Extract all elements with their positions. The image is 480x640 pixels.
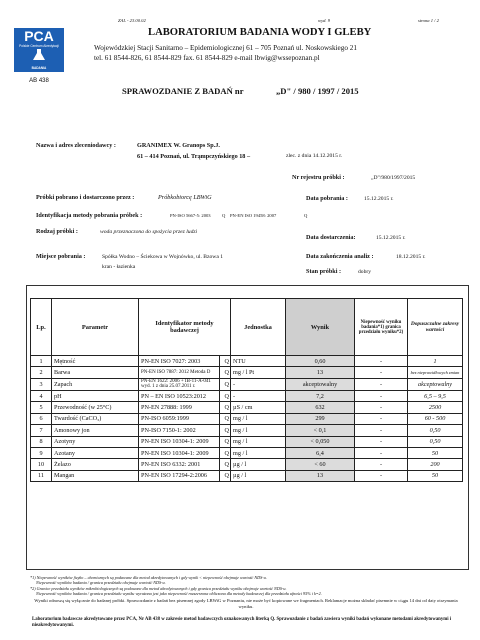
cell-lp: 8 (31, 436, 52, 447)
cell-result: 6,4 (286, 447, 355, 458)
method-q2: Q (304, 213, 308, 218)
cell-unit: µg / l (231, 459, 286, 470)
table-body (31, 356, 463, 482)
cell-result: < 0,050 (286, 436, 355, 447)
logo-sub: Polskie Centrum Akredytacji (19, 44, 59, 48)
header-uncertainty: Niepewność wyniku badania*1) granica przedziału wyniku*2) (355, 299, 408, 356)
header-unit: Jednostka (231, 299, 286, 356)
delivery-value: 15.12.2015 r. (376, 235, 406, 241)
footnote-1b: Niepewność wyników badania / granica przedziału obejmuje wartość NDS-u. (36, 580, 166, 586)
date-value: 15.12.2015 r. (364, 196, 394, 202)
cell-method: PN-EN ISO 17294-2:2006 (139, 470, 220, 481)
header-limit: Dopuszczalne zakresy wartości (408, 299, 463, 356)
header-result: Wynik (286, 299, 355, 356)
footnote-2b: Niepewność wyników badania / granica przedziału wyniku wyrażona jest jako niepewność rozszerzona obliczona dla metody badawczej dla przedziału ufności 95% i k=2. (36, 591, 322, 597)
state-value: dobry (358, 269, 372, 275)
taken-label: Próbki pobrano i dostarczono przez : (36, 194, 135, 201)
results-table (30, 298, 463, 482)
cell-accredited-q: Q (220, 413, 231, 424)
cell-limit: 50 (408, 470, 463, 481)
footnote-2: *2) Granice przedziału wyników mikrobiologicznych są podawane dla metod akredytowanych i gdy granica przedziału wyniku obejmuje wartość NDS-u. (30, 585, 287, 591)
cell-param: Amonowy jon (52, 425, 139, 436)
cell-accredited-q: Q (220, 470, 231, 481)
cell-method: PN-EN 27888: 1999 (139, 402, 220, 413)
method-value2: PN-EN ISO 19458: 2007 (230, 213, 277, 218)
table-row (31, 470, 463, 481)
method-q1: Q (222, 213, 226, 218)
logo-badania: BADANIA (31, 66, 47, 70)
cell-uncertainty: - (355, 436, 408, 447)
cell-accredited-q: Q (220, 436, 231, 447)
lab-contact: tel. 61 8544-826, 61 8544-829 fax. 61 8544-829 e-mail lbwig@wssepoznan.pl (94, 54, 320, 62)
cell-lp: 10 (31, 459, 52, 470)
cell-unit: - (231, 390, 286, 401)
cell-unit: mg / l (231, 436, 286, 447)
table-row (31, 436, 463, 447)
cell-limit: 0,50 (408, 425, 463, 436)
cell-limit: 1 (408, 356, 463, 367)
cell-uncertainty: - (355, 378, 408, 390)
table-row (31, 390, 463, 401)
flask-icon (32, 49, 46, 61)
cell-unit: µg / l (231, 470, 286, 481)
cell-method: PN-EN 1622: 2006 + IB-11-A-041 wyd. 1 z dnia 25.07.2011 r. (139, 378, 220, 390)
sample-reg-value: „D"/980/1997/2015 (371, 175, 416, 181)
kind-label: Rodzaj próbki : (36, 228, 78, 235)
cell-result: 299 (286, 413, 355, 424)
cell-result: 7,2 (286, 390, 355, 401)
cell-result: 0,60 (286, 356, 355, 367)
date-label: Data pobrania : (306, 195, 348, 202)
cell-accredited-q: Q (220, 459, 231, 470)
form-code: ZAL - 23.00.02 (118, 18, 146, 23)
method-value: PN-ISO 5667-5: 2003 (170, 213, 211, 218)
lab-address: Wojewódzkiej Stacji Sanitarno – Epidemiologicznej 61 – 705 Poznań ul. Noskowskiego 21 (94, 44, 357, 52)
cell-lp: 3 (31, 378, 52, 390)
cell-accredited-q: Q (220, 425, 231, 436)
cell-limit: 200 (408, 459, 463, 470)
table-row (31, 413, 463, 424)
place-value-2: kran - łazienka (102, 264, 136, 270)
cell-result: < 0,1 (286, 425, 355, 436)
version: wyd. 9 (318, 18, 330, 23)
cell-limit: akceptowalny (408, 378, 463, 390)
cell-lp: 11 (31, 470, 52, 481)
delivery-label: Data dostarczenia: (306, 234, 356, 241)
table-row (31, 447, 463, 458)
report-title: SPRAWOZDANIE Z BADAŃ nr (122, 86, 244, 96)
cell-method: PN-ISO 7150-1: 2002 (139, 425, 220, 436)
lab-name: LABORATORIUM BADANIA WODY I GLEBY (148, 27, 372, 38)
cell-accredited-q: Q (220, 402, 231, 413)
cell-method: PN-EN ISO 10304-1: 2009 (139, 447, 220, 458)
cell-param: Twardość (CaCO₃) (52, 413, 139, 424)
cell-param: Żelazo (52, 459, 139, 470)
cell-lp: 9 (31, 447, 52, 458)
cell-result: 632 (286, 402, 355, 413)
cell-unit: mg / l Pt (231, 367, 286, 378)
header-method: Identyfikator metody badawczej (139, 299, 231, 356)
taken-value: Próbkobiorcę LBWiG (158, 194, 212, 201)
cell-accredited-q: Q (220, 356, 231, 367)
cell-lp: 5 (31, 402, 52, 413)
report-number: „D" / 980 / 1997 / 2015 (276, 86, 359, 96)
cell-lp: 7 (31, 425, 52, 436)
header-param: Parametr (52, 299, 139, 356)
table-row (31, 378, 463, 390)
table-row (31, 367, 463, 378)
cell-limit: bez nieprawidłowych zmian (408, 367, 463, 378)
sample-reg-label: Nr rejestru próbki : (292, 174, 345, 181)
accreditation-note: Laboratorium badawcze akredytowane przez PCA, Nr AB 438 w zakresie metod badawczych oznakowanych literką Q. Sprawozdanie z badań zawiera wyniki badań wykonane metodami akredytowanymi i nieakredytowanymi. (32, 617, 452, 629)
cell-param: Barwa (52, 367, 139, 378)
table-row (31, 425, 463, 436)
cell-uncertainty: - (355, 447, 408, 458)
cell-method: PN-ISO 6059:1999 (139, 413, 220, 424)
footnote-1: *1) Niepewność wyników fizyko – chemicznych są podawane dla metod akredytowanych i gdy wynik < niepewność obejmuje wartość NDS-u. (30, 575, 267, 580)
place-label: Miejsce pobrania : (36, 253, 86, 260)
cell-limit: 0,50 (408, 436, 463, 447)
cell-method: PN-EN ISO 7027: 2003 (139, 356, 220, 367)
cell-accredited-q: Q (220, 390, 231, 401)
cell-lp: 2 (31, 367, 52, 378)
cell-limit: 6,5 – 9,5 (408, 390, 463, 401)
cell-uncertainty: - (355, 425, 408, 436)
cell-param: Mangan (52, 470, 139, 481)
cell-accredited-q: Q (220, 447, 231, 458)
client-label: Nazwa i adres zleceniodawcy : (36, 142, 116, 149)
footnotes (30, 575, 460, 597)
cell-param: Zapach (52, 378, 139, 390)
accreditation-number: AB 438 (29, 78, 49, 84)
header-lp: Lp. (31, 299, 52, 356)
cell-unit: µS / cm (231, 402, 286, 413)
cell-lp: 6 (31, 413, 52, 424)
cell-method: PN-EN ISO 6332: 2001 (139, 459, 220, 470)
cell-param: Przewodność (w 25°C) (52, 402, 139, 413)
pca-logo (14, 28, 64, 94)
client-order: zlec. z dnia 14.12.2015 r. (286, 153, 343, 159)
cell-unit: mg / l (231, 413, 286, 424)
cell-unit: - (231, 378, 286, 390)
cell-limit: 50 (408, 447, 463, 458)
cell-accredited-q: Q (220, 378, 231, 390)
cell-param: pH (52, 390, 139, 401)
cell-unit: mg / l (231, 447, 286, 458)
method-label: Identyfikacja metody pobrania próbek : (36, 212, 143, 219)
cell-uncertainty: - (355, 413, 408, 424)
table-row (31, 356, 463, 367)
cell-param: Mętność (52, 356, 139, 367)
table-header-row (31, 299, 463, 356)
cell-method: PN-EN ISO 7887: 2012 Metoda D (139, 367, 220, 378)
client-name: GRANIMEX W. Granops Sp.J. (137, 142, 220, 149)
cell-result: akceptowalny (286, 378, 355, 390)
table-row (31, 402, 463, 413)
end-value: 18.12.2015 r. (396, 254, 426, 260)
state-label: Stan próbki : (306, 268, 342, 275)
cell-accredited-q: Q (220, 367, 231, 378)
cell-uncertainty: - (355, 390, 408, 401)
logo-text: PCA (24, 28, 54, 44)
cell-method: PN-EN ISO 10304-1: 2009 (139, 436, 220, 447)
client-address: 61 – 414 Poznań, ul. Trąmpczyńskiego 18 – (137, 153, 251, 160)
cell-uncertainty: - (355, 470, 408, 481)
end-label: Data zakończenia analiz : (306, 253, 374, 260)
cell-uncertainty: - (355, 367, 408, 378)
cell-result: < 60 (286, 459, 355, 470)
cell-lp: 1 (31, 356, 52, 367)
cell-limit: 60 - 500 (408, 413, 463, 424)
cell-param: Azotany (52, 447, 139, 458)
cell-result: 13 (286, 367, 355, 378)
cell-uncertainty: - (355, 356, 408, 367)
cell-method: PN – EN ISO 10523:2012 (139, 390, 220, 401)
cell-param: Azotyny (52, 436, 139, 447)
cell-uncertainty: - (355, 402, 408, 413)
cell-unit: mg / l (231, 425, 286, 436)
cell-limit: 2500 (408, 402, 463, 413)
page-number: strona 1 / 2 (418, 18, 439, 23)
kind-value: woda przeznaczona do spożycia przez ludzi (100, 229, 198, 235)
cell-unit: NTU (231, 356, 286, 367)
cell-result: 13 (286, 470, 355, 481)
cell-lp: 4 (31, 390, 52, 401)
table-row (31, 459, 463, 470)
cell-uncertainty: - (355, 459, 408, 470)
place-value: Spółka Wodno – Ściekowa w Wojnówko, ul. Bzowa 1 (102, 254, 224, 260)
copy-note: Wyniki odnoszą się wyłącznie do badanej próbki. Sprawozdanie z badań bez pisemnej zgody LBWiG w Poznaniu, nie może być kopiowane we fragmentach. Reklamacje można składać pisemnie w ciągu 14 dni od daty otrzymania wyniku. (34, 598, 458, 609)
